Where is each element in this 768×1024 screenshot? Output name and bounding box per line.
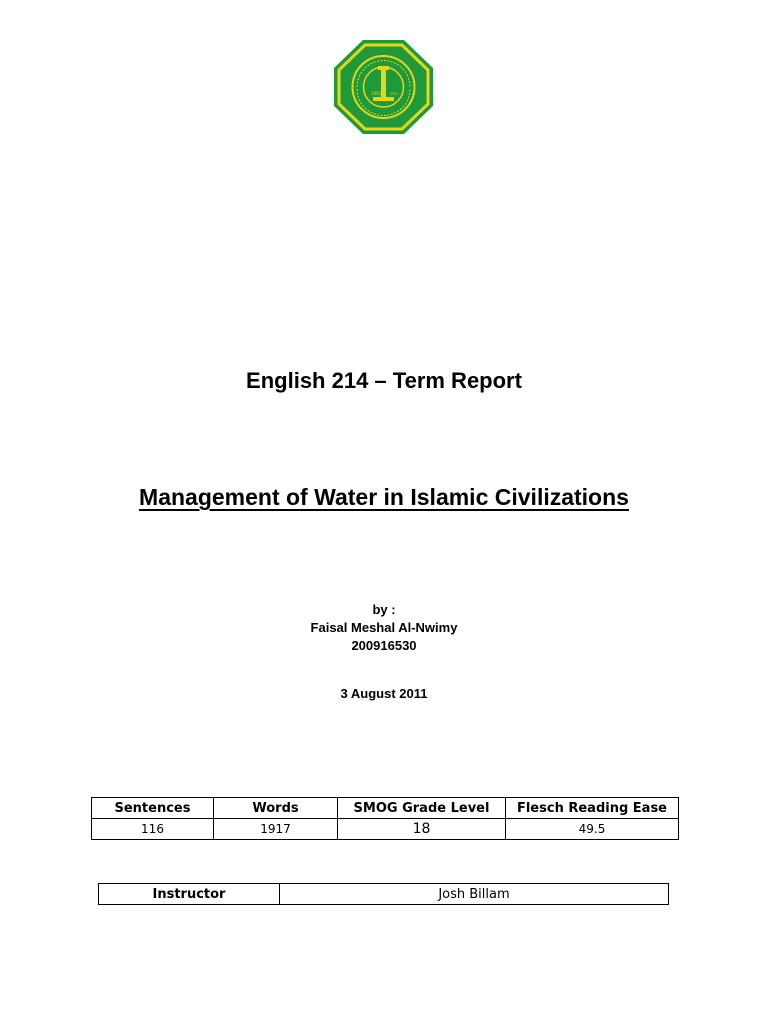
instructor-label: Instructor	[99, 884, 280, 905]
report-title: Management of Water in Islamic Civilizations	[139, 484, 629, 510]
student-id: 200916530	[351, 638, 417, 653]
table-cell: 49.5	[506, 819, 679, 840]
report-date: 3 August 2011	[340, 686, 428, 701]
table-cell: 1917	[214, 819, 338, 840]
author-block	[0, 601, 768, 655]
table-cell: 116	[92, 819, 214, 840]
author-name: Faisal Meshal Al-Nwimy	[310, 620, 458, 635]
university-logo	[333, 39, 434, 135]
table-header-row	[92, 798, 679, 819]
table-cell: 18	[338, 819, 506, 840]
column-header: Flesch Reading Ease	[506, 798, 679, 819]
course-title: English 214 – Term Report	[246, 368, 522, 393]
table-row	[99, 884, 669, 905]
column-header: Sentences	[92, 798, 214, 819]
instructor-table	[98, 883, 669, 905]
readability-stats-table	[91, 797, 679, 840]
svg-text:1963: 1963	[371, 91, 382, 96]
university-seal-icon	[333, 39, 434, 135]
instructor-name: Josh Billam	[280, 884, 669, 905]
column-header: SMOG Grade Level	[338, 798, 506, 819]
by-label: by :	[372, 602, 396, 617]
column-header: Words	[214, 798, 338, 819]
table-row	[92, 819, 679, 840]
svg-text:١٣٨٣: ١٣٨٣	[389, 91, 398, 96]
